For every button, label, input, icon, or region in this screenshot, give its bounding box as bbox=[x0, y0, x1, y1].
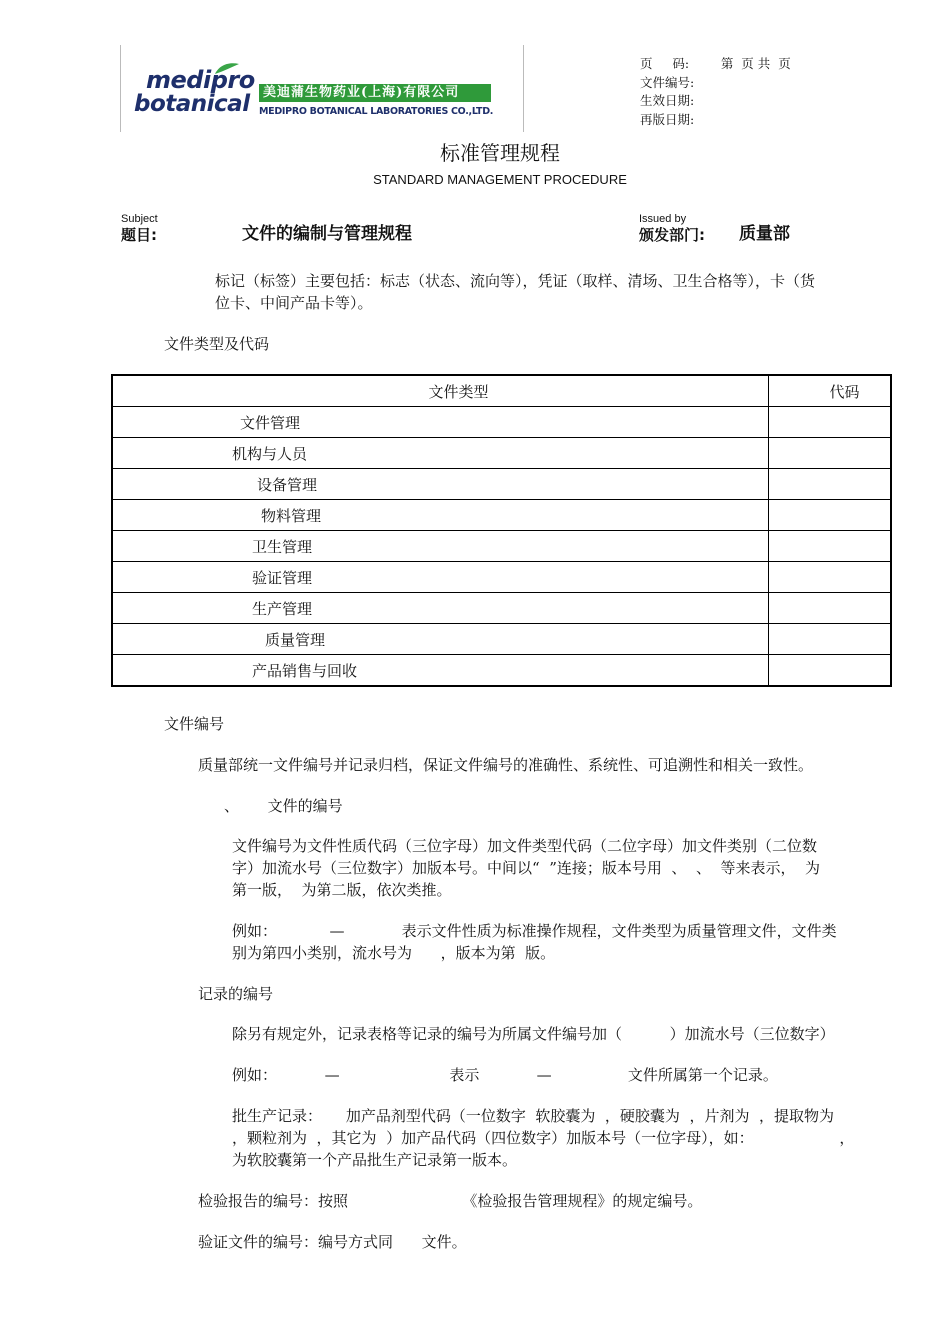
table-cell-code bbox=[769, 531, 892, 562]
page-subtitle: STANDARD MANAGEMENT PROCEDURE bbox=[373, 172, 627, 187]
batch-line-1: 批生产记录： 加产品剂型代码（一位数字 软胶囊为 ，硬胶囊为 ，片剂为 ，提取物为 bbox=[232, 1107, 834, 1125]
validation-doc-line: 验证文件的编号：编号方式同 文件。 bbox=[198, 1233, 467, 1251]
table-row bbox=[112, 624, 891, 655]
table-cell-code bbox=[769, 655, 892, 687]
subsection-doc-no: 、 文件的编号 bbox=[224, 797, 343, 815]
record-line: 除另有规定外，记录表格等记录的编号为所属文件编号加（ ）加流水号（三位数字） bbox=[232, 1025, 835, 1043]
header-divider-left bbox=[120, 45, 121, 132]
table-cell-type: 机构与人员 bbox=[112, 438, 769, 469]
table-cell-code bbox=[769, 469, 892, 500]
page-title: 标准管理规程 bbox=[440, 141, 560, 165]
logo-leaf-icon bbox=[214, 62, 240, 76]
table-row bbox=[112, 500, 891, 531]
numbering-intro: 质量部统一文件编号并记录归档，保证文件编号的准确性、系统性、可追溯性和相关一致性。 bbox=[198, 756, 814, 774]
table-cell-type: 验证管理 bbox=[112, 562, 769, 593]
logo-company-en: MEDIPRO BOTANICAL LABORATORIES CO.,LTD. bbox=[259, 106, 494, 117]
issued-label-en: Issued by bbox=[639, 213, 687, 225]
table-cell-type: 产品销售与回收 bbox=[112, 655, 769, 687]
doc-no-line-3: 第一版， 为第二版，依次类推。 bbox=[232, 881, 452, 899]
batch-line-2: ，颗粒剂为 ，其它为 ）加产品代码（四位数字）加版本号（一位字母），如： ， bbox=[232, 1129, 855, 1147]
table-cell-code bbox=[769, 593, 892, 624]
table-row bbox=[112, 562, 891, 593]
section-file-numbering: 文件编号 bbox=[164, 715, 225, 733]
table-row bbox=[112, 531, 891, 562]
table-header-type: 文件类型 bbox=[112, 375, 769, 407]
inspection-report-line: 检验报告的编号：按照 《检验报告管理规程》的规定编号。 bbox=[198, 1192, 703, 1210]
table-cell-code bbox=[769, 500, 892, 531]
issued-label: 颁发部门: bbox=[639, 226, 705, 244]
table-row bbox=[112, 469, 891, 500]
table-cell-code bbox=[769, 407, 892, 438]
batch-line-3: 为软胶囊第一个产品批生产记录第一版本。 bbox=[232, 1151, 518, 1169]
subsection-record-no: 记录的编号 bbox=[198, 985, 274, 1003]
table-header-code: 代码 bbox=[769, 375, 892, 407]
table-cell-type: 物料管理 bbox=[112, 500, 769, 531]
meta-effective-date: 生效日期: bbox=[640, 93, 695, 108]
table-row bbox=[112, 593, 891, 624]
subject-value: 文件的编制与管理规程 bbox=[242, 224, 412, 244]
subject-label-en: Subject bbox=[121, 213, 158, 225]
table-cell-code bbox=[769, 624, 892, 655]
table-cell-type: 生产管理 bbox=[112, 593, 769, 624]
intro-line-1: 标记（标签）主要包括：标志（状态、流向等），凭证（取样、清场、卫生合格等），卡（货 bbox=[215, 272, 816, 290]
example-1-line-2: 别为第四小类别，流水号为 ，版本为第 版。 bbox=[232, 944, 556, 962]
logo-company-cn: 美迪蒲生物药业(上海)有限公司 bbox=[259, 84, 491, 102]
table-cell-type: 卫生管理 bbox=[112, 531, 769, 562]
logo-brand-line2: botanical bbox=[134, 91, 250, 117]
section-file-types: 文件类型及代码 bbox=[164, 335, 270, 353]
table-cell-code bbox=[769, 438, 892, 469]
meta-page: 页 码: 第 页 共 页 bbox=[640, 56, 791, 71]
doc-no-line-2: 字）加流水号（三位数字）加版本号。中间以“ ”连接；版本号用 、 、 等来表示， 为 bbox=[232, 859, 821, 877]
example-1-line-1: 例如： — 表示文件性质为标准操作规程，文件类型为质量管理文件，文件类 bbox=[232, 922, 837, 940]
document-meta bbox=[640, 55, 791, 129]
table-cell-code bbox=[769, 562, 892, 593]
table-cell-type: 设备管理 bbox=[112, 469, 769, 500]
table-header-row bbox=[112, 375, 891, 407]
file-type-code-table bbox=[111, 374, 892, 687]
table-row bbox=[112, 655, 891, 687]
table-cell-type: 文件管理 bbox=[112, 407, 769, 438]
intro-line-2: 位卡、中间产品卡等）。 bbox=[215, 294, 373, 312]
subject-label: 题目: bbox=[121, 226, 157, 244]
table-cell-type: 质量管理 bbox=[112, 624, 769, 655]
logo-brand-line1: medipro bbox=[146, 66, 255, 94]
table-row bbox=[112, 407, 891, 438]
doc-no-line-1: 文件编号为文件性质代码（三位字母）加文件类型代码（二位字母）加文件类别（二位数 bbox=[232, 837, 818, 855]
meta-revision-date: 再版日期: bbox=[640, 111, 695, 127]
table-row bbox=[112, 438, 891, 469]
meta-doc-no: 文件编号: bbox=[640, 74, 695, 90]
issued-value: 质量部 bbox=[739, 224, 790, 244]
example-2: 例如： — 表示 — 文件所属第一个记录。 bbox=[232, 1066, 778, 1084]
header-divider-right bbox=[523, 45, 524, 132]
